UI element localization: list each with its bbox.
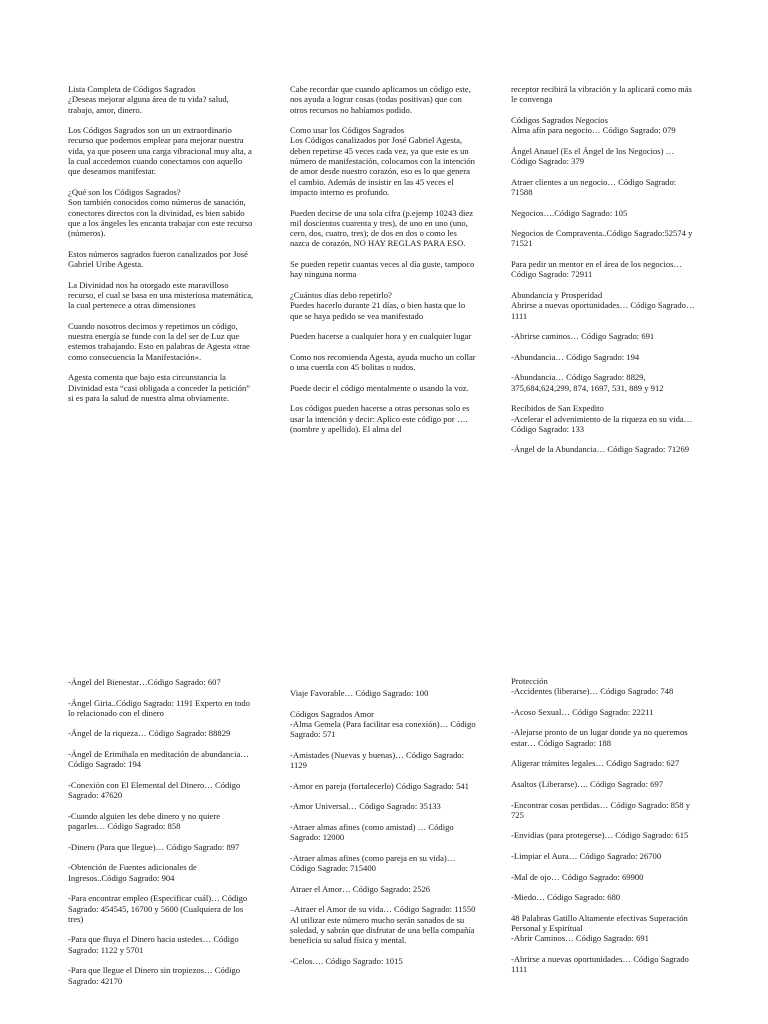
paragraph: -Amor Universal… Código Sagrado: 35133 (290, 801, 441, 812)
paragraph: -Para que fluya el Dinero hacia ustedes… Código Sagrado: 1122 y 5701 (68, 934, 239, 955)
paragraph: -Abundancia… Código Sagrado: 194 (511, 351, 640, 362)
page1-column-1 (68, 84, 254, 414)
paragraph: -Ángel de la riqueza… Código Sagrado: 88829 (68, 728, 231, 739)
paragraph: ¿Cuántos días debo repetirlo? Puedes hacerlo durante 21 días, o bien hasta que lo que se haya pedido se vea manifestado (290, 289, 466, 321)
paragraph: Puede decir el código mentalmente o usando la voz. (290, 382, 469, 393)
paragraph: Agesta comenta que bajo esta circunstancia la Divinidad esta “casi obligada a conceder la petición” si es para la salud de nuestra alma obviamente. (68, 372, 251, 403)
paragraph: -Limpiar el Aura… Código Sagrado: 26700 (511, 851, 662, 862)
paragraph: Abundancia y Prosperidad Abrirse a nuevas oportunidades… Código Sagrado… 1111 (511, 289, 695, 321)
paragraph: Negocios de Compraventa..Código Sagrado:52574 y 71521 (511, 228, 693, 249)
paragraph: -Celos…. Código Sagrado: 1015 (290, 955, 403, 966)
paragraph: -Para que llegue el Dinero sin tropiezos… Código Sagrado: 42170 (68, 965, 241, 986)
paragraph: -Obtención de Fuentes adicionales de Ingresos..Código Sagrado: 904 (68, 862, 197, 883)
paragraph: Cabe recordar que cuando aplicamos un código este, nos ayuda a lograr cosas (todas positivas) que con otros recursos no habíamos podido. (290, 84, 471, 115)
paragraph: -Cuando alguien les debe dinero y no quiere pagarles… Código Sagrado: 858 (68, 810, 221, 832)
paragraph: -Envidias (para protegerse)… Código Sagrado: 615 (511, 830, 689, 841)
paragraph: Los Códigos Sagrados son un un extraordinario recurso que podemos emplear para mejorar nuestra vida, ya que poseen una carga vibracional muy alta, a la cual accedemos cuando conectamos con aquello que deseamos manifestar. (68, 125, 252, 177)
paragraph: -Para encontrar empleo (Especificar cuál)… Código Sagrado: 454545, 16700 y 5600 (Cualquiera de los tres) (68, 893, 248, 924)
page2-column-1 (68, 677, 254, 996)
paragraph: -Ángel del Bienestar…Código Sagrado: 607 (68, 677, 221, 687)
paragraph: -Abrirse a nuevas oportunidades… Código Sagrado 1111 (511, 954, 689, 975)
paragraph: Como nos recomienda Agesta, ayuda mucho un collar o una cuerda con 45 bolitas o nudos. (290, 351, 476, 373)
paragraph: -Miedo… Código Sagrado: 680 (511, 892, 621, 903)
page1-column-3 (511, 84, 697, 465)
paragraph: 48 Palabras Gatillo Altamente efectivas Superación Personal y Espiritual -Abrir Caminos… Código Sagrado: 691 (511, 912, 688, 944)
paragraph: Se pueden repetir cuantas veces al día guste, tampoco hay ninguna norma (290, 259, 475, 280)
paragraph: Aligerar trámites legales… Código Sagrado: 627 (511, 758, 680, 769)
page2-column-3 (511, 676, 697, 985)
paragraph: -Amor en pareja (fortalecerlo) Código Sagrado: 541 (290, 780, 469, 791)
paragraph: -Ángel Giria..Código Sagrado: 1191 Experto en todo lo relacionado con el dinero (68, 697, 251, 718)
paragraph: Atraer clientes a un negocio… Código Sagrado: 71588 (511, 176, 677, 197)
paragraph: -Acoso Sexual… Código Sagrado: 22211 (511, 706, 654, 717)
paragraph: Estos números sagrados fueron canalizados por José Gabriel Uribe Agesta. (68, 248, 248, 270)
paragraph: -Conexión con El Elemental del Dinero… Código Sagrado: 47620 (68, 779, 241, 801)
paragraph: –Atraer el Amor de su vida… Código Sagrado: 11550 Al utilizar este número mucho serán sanados de su soledad, y sabrán que disfrutar de una bella compañía beneficia su salud física y mental. (290, 904, 476, 946)
paragraph: Ángel Anauel (Es el Ángel de los Negocios) … Código Sagrado: 379 (511, 145, 675, 167)
paragraph: Cuando nosotros decimos y repetimos un código, nuestra energía se funde con la del ser de Luz que estemos trabajando. Esto en palabras de Agesta «trae como consecuencia la Manifestación». (68, 320, 250, 362)
paragraph: Los códigos pueden hacerse a otras personas solo es usar la intención y decir: Aplico este código por …. (nombre y apellido). El alma del (290, 403, 470, 434)
paragraph: -Abundancia… Código Sagrado: 8829, 375,684,624,299, 874, 1697, 531, 889 y 912 (511, 372, 664, 393)
paragraph: -Ángel de Erimihala en meditación de abundancia… Código Sagrado: 194 (68, 749, 249, 770)
paragraph: -Mal de ojo… Código Sagrado: 69900 (511, 871, 644, 882)
paragraph: Protección -Accidentes (liberarse)… Código Sagrado: 748 (511, 676, 674, 697)
paragraph: Asaltos (Liberarse)…. Código Sagrado: 697 (511, 778, 664, 789)
document-page-2 (0, 560, 768, 1024)
paragraph: Viaje Favorable… Código Sagrado: 100 (290, 688, 429, 698)
paragraph: Códigos Sagrados Amor -Alma Gemela (Para facilitar esa conexión)… Código Sagrado: 571 (290, 708, 476, 740)
paragraph: Lista Completa de Códigos Sagrados ¿Deseas mejorar alguna área de tu vida? salud, trabajo, amor, dinero. (68, 84, 229, 115)
paragraph: -Dinero (Para que llegue)… Código Sagrado: 897 (68, 841, 240, 852)
paragraph: Para pedir un mentor en el área de los negocios… Código Sagrado: 72911 (511, 259, 683, 280)
paragraph: Pueden hacerse a cualquier hora y en cualquier lugar (290, 331, 472, 342)
paragraph: ¿Qué son los Códigos Sagrados? Son también conocidos como números de sanación, conectores directos con la divinidad, es bien sabido que a los ángeles les encanta trabajar con este recurso (números). (68, 186, 253, 239)
paragraph: Negocios….Código Sagrado: 105 (511, 207, 628, 218)
paragraph: -Ángel de la Abundancia… Código Sagrado: 71269 (511, 444, 690, 455)
paragraph: -Encontrar cosas perdidas… Código Sagrado: 858 y 725 (511, 799, 690, 820)
paragraph: Pueden decirse de una sola cifra (p.ejemp 10243 diez mil doscientos cuarenta y tres), de uno en uno (uno, cero, dos, cuatro, tres); de dos en dos o como les nazca de corazón, NO HAY REGLAS PARA ESO. (290, 207, 474, 249)
paragraph: La Divinidad nos ha otorgado este maravilloso recurso, el cual se basa en una misteriosa matemática, la cual pertenece a otras dimensiones (68, 279, 254, 311)
paragraph: Códigos Sagrados Negocios Alma afín para negocio… Código Sagrado: 079 (511, 114, 676, 136)
paragraph: -Atraer almas afines (como amistad) … Código Sagrado: 12000 (290, 821, 454, 843)
paragraph: Como usar los Códigos Sagrados Los Códigos canalizados por José Gabriel Agesta, deben repetirse 45 veces cada vez, ya que este es un número de manifestación, colocamos con la intención de amor desde nuestro corazón, eso es lo que genera el cambio. Además de insistir en las 45 veces el impacto interno es profundo. (290, 125, 475, 197)
page2-column-2 (290, 688, 476, 976)
paragraph: -Abrirse caminos… Código Sagrado: 691 (511, 331, 655, 342)
paragraph: -Alejarse pronto de un lugar donde ya no queremos estar… Código Sagrado: 188 (511, 727, 688, 748)
paragraph: -Amistades (Nuevas y buenas)… Código Sagrado: 1129 (290, 749, 464, 771)
page1-column-2 (290, 84, 476, 444)
paragraph: Recibidos de San Expedito -Acelerar el advenimiento de la riqueza en su vida… Código Sagrado: 133 (511, 403, 693, 434)
paragraph: -Atraer almas afines (como pareja en su vida)… Código Sagrado: 715400 (290, 852, 456, 874)
paragraph: Atraer el Amor… Código Sagrado: 2526 (290, 883, 431, 894)
paragraph: receptor recibirá la vibración y la aplicará como más le convenga (511, 84, 692, 105)
